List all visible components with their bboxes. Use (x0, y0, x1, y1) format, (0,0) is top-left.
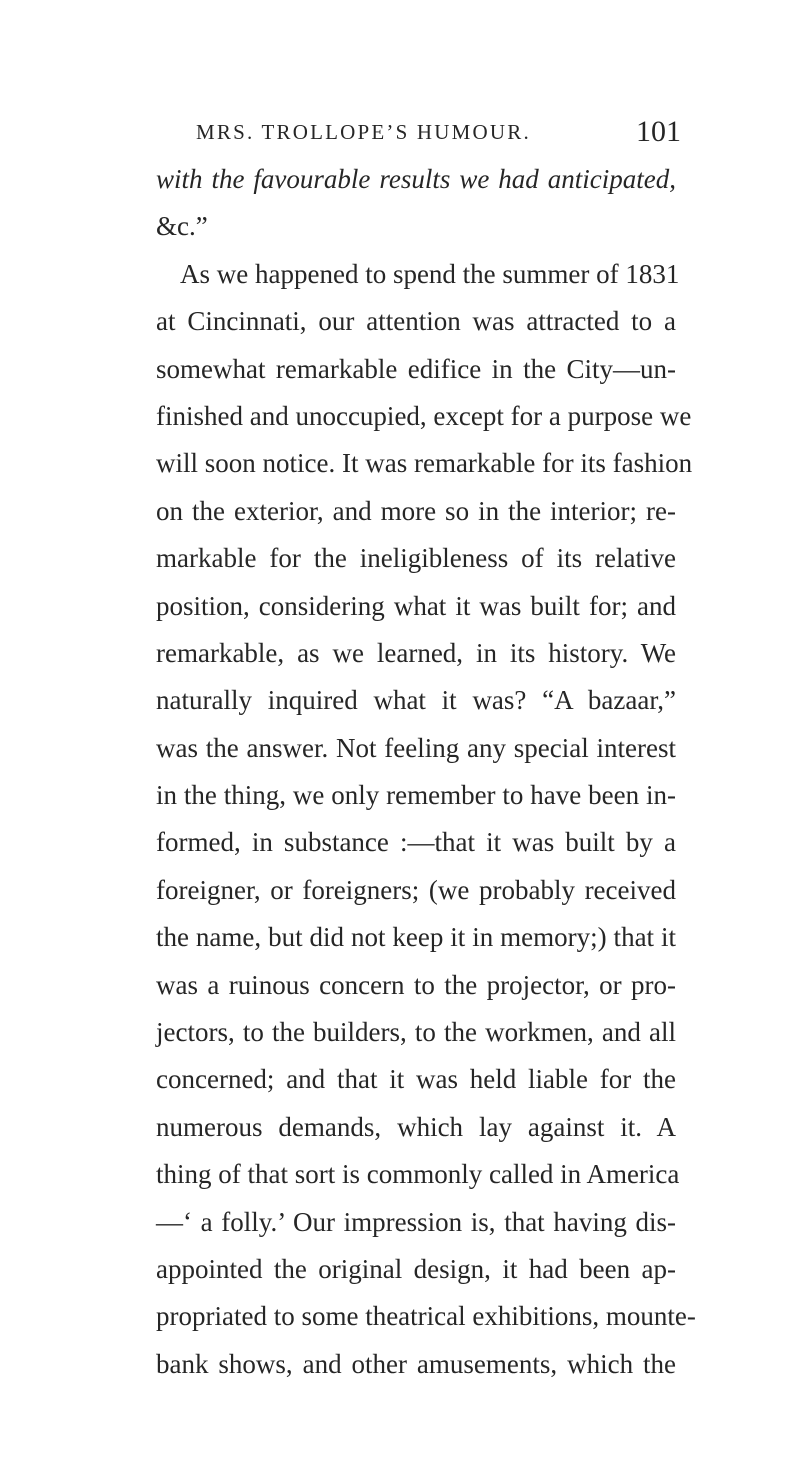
text-line: somewhat remarkable edifice in the City—un- (156, 353, 676, 384)
text-line: the name, but did not keep it in memory;) that it (156, 922, 676, 953)
text-line: concerned; and that it was held liable for the (156, 1064, 676, 1095)
text-line: in the thing, we only remember to have been in- (156, 780, 676, 811)
running-title: MRS. TROLLOPE’S HUMOUR. (196, 120, 531, 144)
text-line: &c.” (156, 211, 208, 242)
text-line: on the exterior, and more so in the interior; re- (156, 495, 676, 526)
text-line: thing of that sort is commonly called in America (156, 1159, 680, 1190)
paragraph-start-line: As we happened to spend the summer of 1831 (180, 258, 680, 289)
text-line: was a ruinous concern to the projector, or pro- (156, 969, 676, 1000)
text-line: at Cincinnati, our attention was attracted to a (156, 306, 676, 337)
text-line: foreigner, or foreigners; (we probably received (156, 874, 676, 905)
running-head (0, 112, 800, 152)
italic-line: with the favourable results we had anticipated, (156, 164, 676, 194)
text-line (156, 156, 676, 203)
text-line: formed, in substance :—that it was built by a (156, 827, 676, 858)
body-text (156, 156, 696, 1388)
text-line: jectors, to the builders, to the workmen, and all (156, 1017, 676, 1048)
text-line: will soon notice. It was remarkable for its fashion (156, 448, 693, 479)
text-line: propriated to some theatrical exhibitions, mounte- (156, 1301, 696, 1332)
text-line: —‘ a folly.’ Our impression is, that having dis- (156, 1206, 676, 1237)
text-line: bank shows, and other amusements, which the (156, 1348, 676, 1379)
text-line: naturally inquired what it was? “A bazaar,” (156, 685, 676, 716)
text-line: was the answer. Not feeling any special interest (156, 732, 676, 763)
text-line: appointed the original design, it had been ap- (156, 1253, 676, 1284)
text-line: numerous demands, which lay against it. A (156, 1111, 676, 1142)
text-line: position, considering what it was built for; and (156, 590, 676, 621)
text-line: finished and unoccupied, except for a purpose we (156, 400, 692, 431)
text-line: markable for the ineligibleness of its relative (156, 543, 676, 574)
page-number: 101 (636, 115, 681, 148)
text-line: remarkable, as we learned, in its history. We (156, 637, 676, 668)
